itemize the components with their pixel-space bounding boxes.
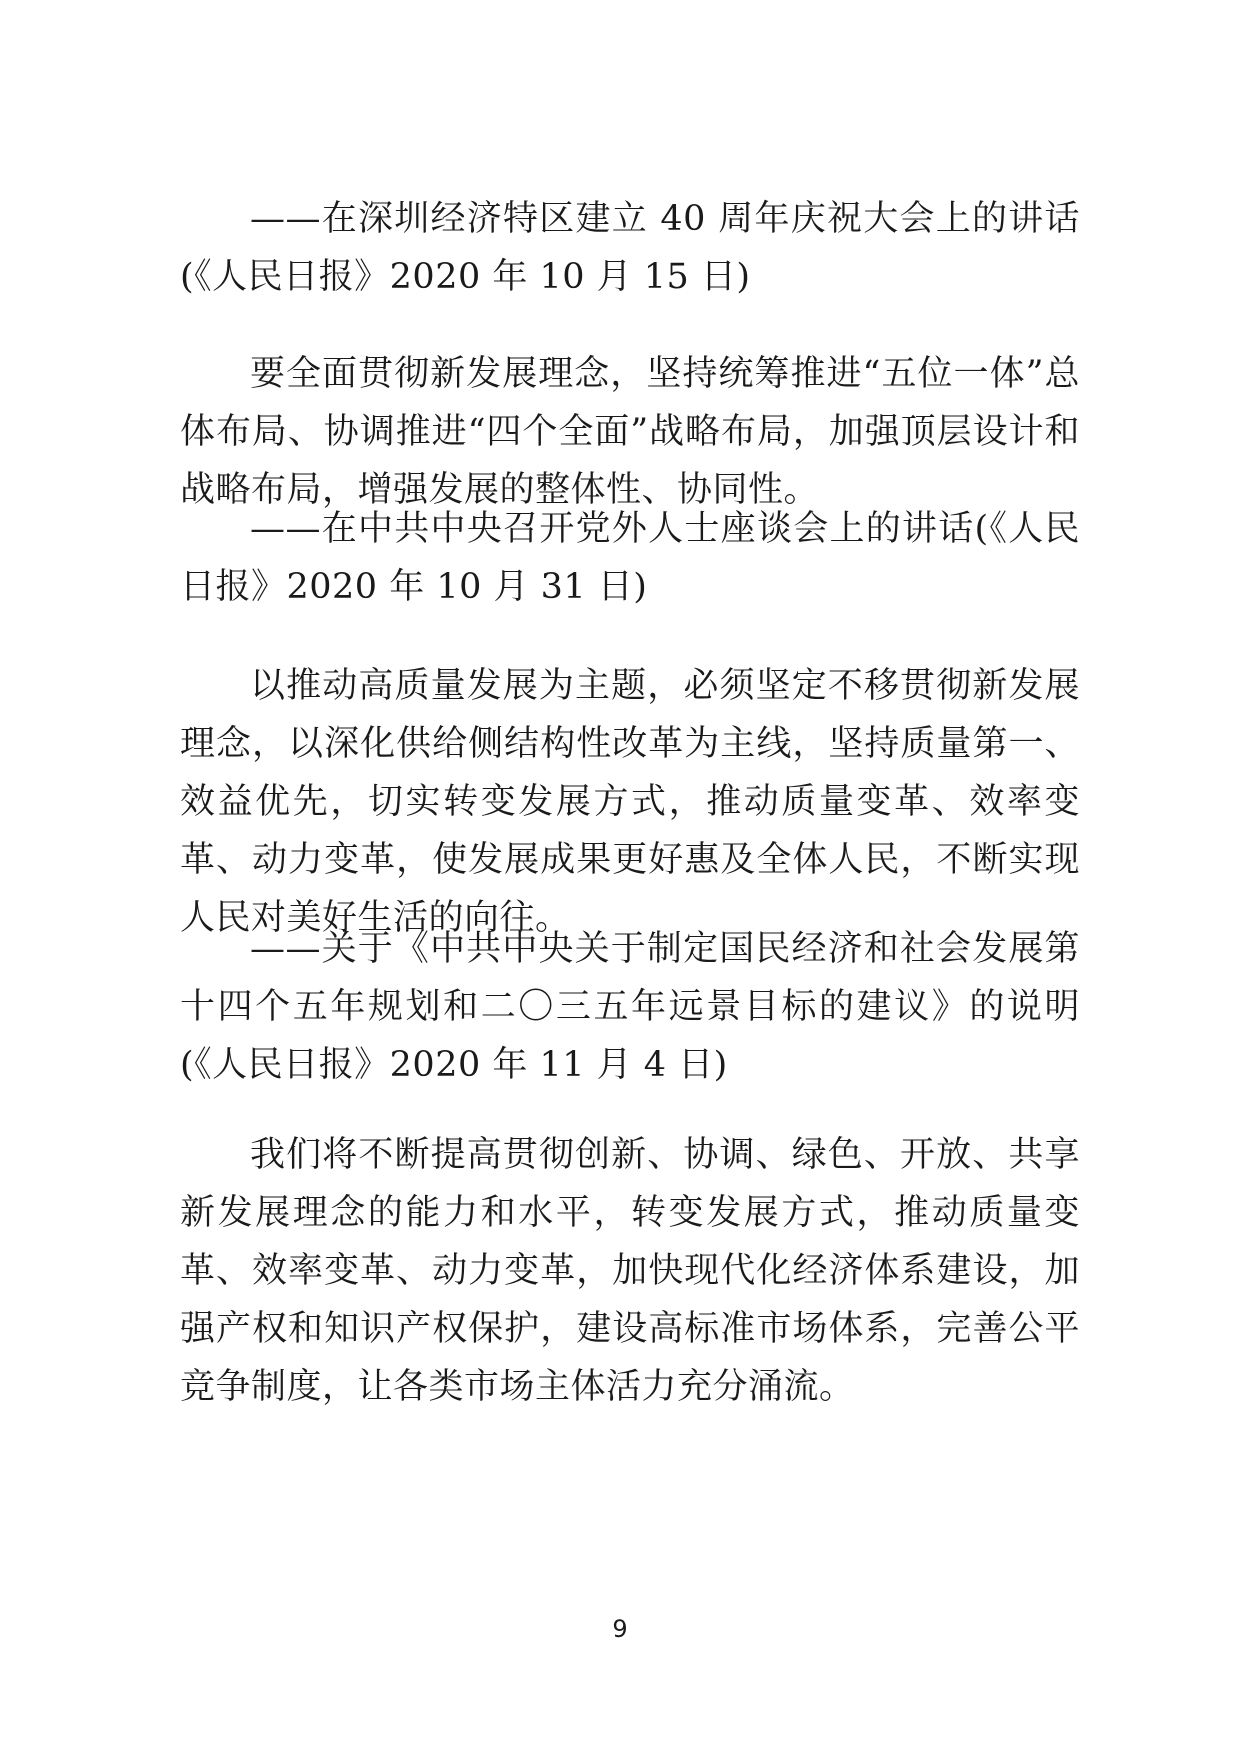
source-citation: ——在中共中央召开党外人士座谈会上的讲话(《人民日报》2020 年 10 月 31 日) <box>180 509 1080 607</box>
document-page <box>180 0 1080 1754</box>
source-citation: ——在深圳经济特区建立 40 周年庆祝大会上的讲话(《人民日报》2020 年 10 月 15 日) <box>180 199 1080 297</box>
quote-paragraph: 以推动高质量发展为主题，必须坚定不移贯彻新发展理念，以深化供给侧结构性改革为主线，坚持质量第一、效益优先，切实转变发展方式，推动质量变革、效率变革、动力变革，使发展成果更好惠及全体人民，不断实现人民对美好生活的向往。 <box>180 666 1080 938</box>
page-number: 9 <box>612 1615 628 1643</box>
quote-paragraph: 我们将不断提高贯彻创新、协调、绿色、开放、共享新发展理念的能力和水平，转变发展方式，推动质量变革、效率变革、动力变革，加快现代化经济体系建设，加强产权和知识产权保护，建设高标准市场体系，完善公平竞争制度，让各类市场主体活力充分涌流。 <box>180 1135 1080 1407</box>
source-citation: ——关于《中共中央关于制定国民经济和社会发展第十四个五年规划和二〇三五年远景目标的建议》的说明(《人民日报》2020 年 11 月 4 日) <box>180 929 1080 1085</box>
quote-paragraph: 要全面贯彻新发展理念，坚持统筹推进“五位一体”总体布局、协调推进“四个全面”战略布局，加强顶层设计和战略布局，增强发展的整体性、协同性。 <box>180 354 1080 510</box>
